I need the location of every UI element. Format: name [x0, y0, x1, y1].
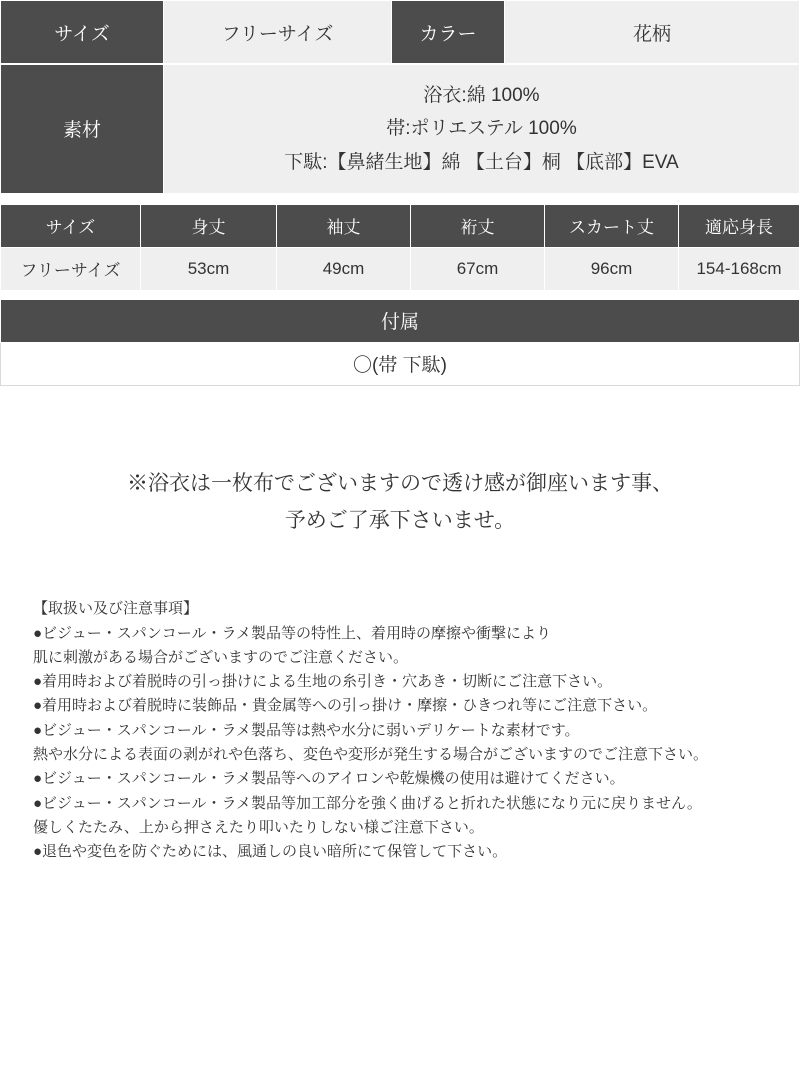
notice-line-2: 予めご了承下さいませ。	[284, 508, 516, 532]
col-header-yuki: 裄丈	[411, 204, 545, 247]
care-line: ●ビジュー・スパンコール・ラメ製品等の特性上、着用時の摩擦や衝撃により	[33, 624, 552, 642]
col-header-skirt: スカート丈	[545, 204, 679, 247]
material-value	[164, 65, 800, 194]
table-header-row	[1, 204, 800, 247]
care-line: ●ビジュー・スパンコール・ラメ製品等へのアイロンや乾燥機の使用は避けてください。	[33, 770, 625, 788]
transparency-notice	[0, 466, 800, 540]
cell-height: 154-168cm	[679, 247, 800, 290]
cell-yuki: 67cm	[411, 247, 545, 290]
material-line-2: 帯:ポリエステル 100%	[386, 118, 577, 140]
care-line: 優しくたたみ、上から押さえたり叩いたりしない様ご注意下さい。	[33, 818, 484, 836]
spacer	[0, 194, 800, 204]
cell-length: 53cm	[141, 247, 277, 290]
care-instructions	[0, 597, 800, 864]
size-value: フリーサイズ	[164, 1, 392, 64]
col-header-sleeve: 袖丈	[277, 204, 411, 247]
measurement-table	[0, 204, 800, 291]
care-line: ●着用時および着脱時に装飾品・貴金属等への引っ掛け・摩擦・ひきつれ等にご注意下さい。	[33, 697, 658, 715]
care-line: 肌に刺激がある場合がございますのでご注意ください。	[33, 648, 409, 666]
col-header-length: 身丈	[141, 204, 277, 247]
care-line: ●着用時および着脱時の引っ掛けによる生地の糸引き・穴あき・切断にご注意下さい。	[33, 673, 613, 691]
color-label: カラー	[392, 1, 505, 64]
spacer	[0, 291, 800, 299]
notice-line-1: ※浴衣は一枚布でございますので透け感が御座います事、	[127, 471, 673, 495]
accessory-value: 〇(帯 下駄)	[1, 342, 800, 385]
table-row	[1, 342, 800, 385]
accessory-table	[0, 299, 800, 386]
color-value: 花柄	[505, 1, 800, 64]
cell-size: フリーサイズ	[1, 247, 141, 290]
table-header-row	[1, 299, 800, 342]
material-label: 素材	[1, 65, 164, 194]
care-line: 熱や水分による表面の剥がれや色落ち、変色や変形が発生する場合がございますのでご注意下さい。	[33, 746, 709, 764]
cell-sleeve: 49cm	[277, 247, 411, 290]
basic-spec-table	[0, 0, 800, 64]
col-header-size: サイズ	[1, 204, 141, 247]
table-row	[1, 247, 800, 290]
accessory-header: 付属	[1, 299, 800, 342]
table-row	[1, 65, 800, 194]
care-line: ●ビジュー・スパンコール・ラメ製品等は熱や水分に弱いデリケートな素材です。	[33, 721, 580, 739]
care-line: ●ビジュー・スパンコール・ラメ製品等加工部分を強く曲げると折れた状態になり元に戻りません。	[33, 794, 702, 812]
care-line: ●退色や変色を防ぐためには、風通しの良い暗所にて保管して下さい。	[33, 843, 508, 861]
care-title: 【取扱い及び注意事項】	[33, 600, 199, 618]
material-table	[0, 64, 800, 194]
col-header-height: 適応身長	[679, 204, 800, 247]
size-label: サイズ	[1, 1, 164, 64]
table-row	[1, 1, 800, 64]
material-line-3: 下駄:【鼻緒生地】綿 【土台】桐 【底部】EVA	[284, 151, 679, 173]
cell-skirt: 96cm	[545, 247, 679, 290]
material-line-1: 浴衣:綿 100%	[423, 85, 540, 106]
